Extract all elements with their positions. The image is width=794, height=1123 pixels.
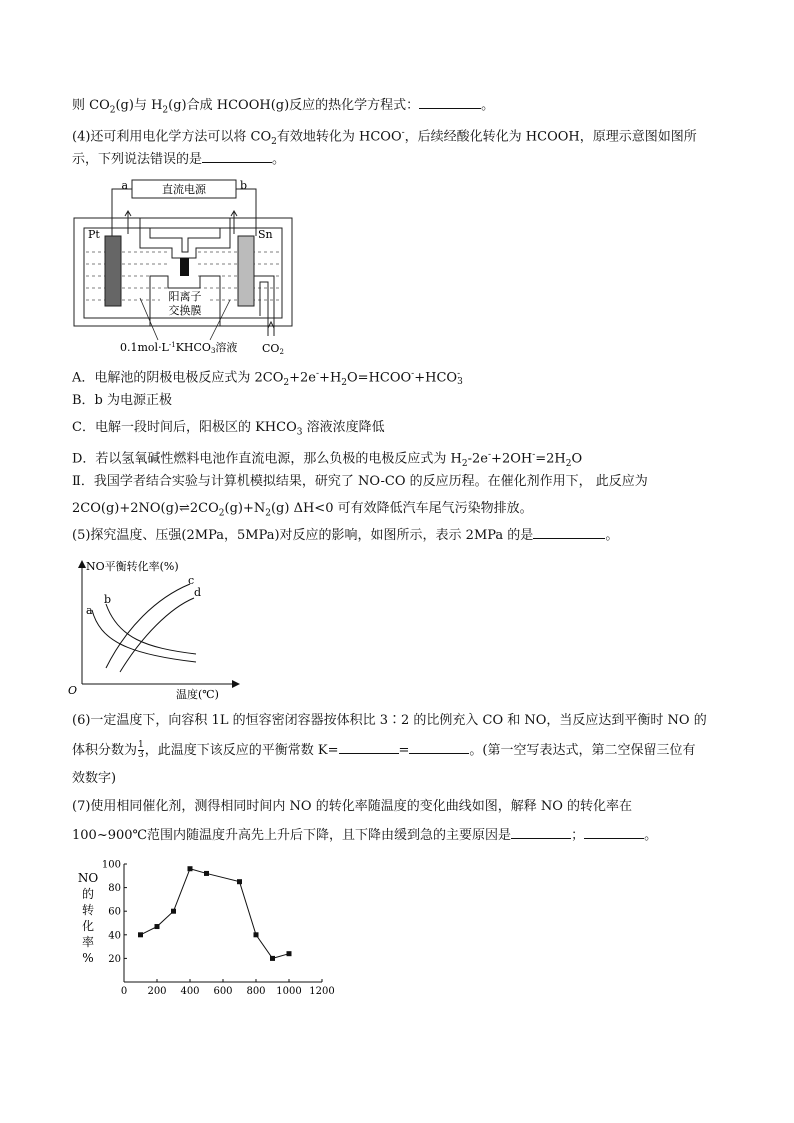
fraction — [138, 741, 144, 760]
option-c: C．电解一段时间后，阳极区的 $KHCO_3$ 溶液浓度降低 — [72, 420, 385, 438]
answer-blank[interactable] — [202, 162, 272, 163]
text: D．若以氢氧碱性燃料电池作直流电源，那么负极的电极反应式为 H — [72, 451, 462, 467]
option-a: A．电解池的阴极电极反应式为 $2CO_2+2e^-+H_2O=HCOO^-+HCO$ - 3 — [72, 368, 463, 388]
question-7-line-1 — [72, 798, 632, 816]
chart2-axes — [124, 864, 322, 982]
data-point — [138, 932, 143, 937]
chart2-ticks — [102, 860, 335, 998]
text: 2CO(g)+2NO(g)⇌2CO — [72, 501, 219, 516]
text: 。(第一空写表达式，第二空保留三位有 — [469, 743, 696, 758]
terminal-a: a — [121, 179, 128, 192]
data-point — [237, 879, 242, 884]
text: 体积分数为 — [72, 743, 138, 758]
y-label-char: 转 — [81, 903, 95, 917]
text: -2e — [467, 451, 488, 467]
text: A．电解池的阴极电极反应式为 2CO — [72, 370, 284, 386]
x-tick-label: 400 — [180, 986, 200, 997]
text: (7)使用相同催化剂，测得相同时间内 NO 的转化率随温度的变化曲线如图，解释 NO 的转化率在 — [72, 799, 633, 814]
text: (5)探究温度、压强(2MPa，5MPa)对反应的影响，如图所示，表示 2MPa 的是 — [72, 528, 534, 543]
sn-label: Sn — [258, 228, 273, 241]
y-tick-label: 60 — [108, 906, 121, 918]
y-label-char: % — [82, 951, 94, 965]
text: C．电解一段时间后，阳极区的 KHCO — [72, 420, 297, 435]
power-label: 直流电源 — [162, 183, 206, 196]
text: (g) ΔH<0 可有效降低汽车尾气污染物排放。 — [270, 501, 533, 516]
answer-blank[interactable] — [584, 838, 644, 839]
answer-blank[interactable] — [511, 838, 571, 839]
x-tick-label: 1200 — [309, 986, 335, 997]
text: ，后续经酸化转化为 HCOOH，原理示意图如图所 — [404, 129, 697, 145]
text-line-3 — [72, 151, 285, 169]
question-6-line-3 — [72, 770, 116, 788]
text: 示，下列说法错误的是 — [72, 152, 203, 167]
text: 溶液浓度降低 — [302, 420, 385, 435]
text: +H — [319, 370, 342, 386]
data-point — [270, 956, 275, 961]
text: 。 — [605, 528, 619, 543]
electrolysis-cell-diagram — [70, 176, 300, 358]
curve-label-a: a — [86, 604, 93, 617]
x-tick-label: 1000 — [276, 986, 302, 997]
chart2-series — [138, 866, 292, 961]
x-tick-label: 800 — [246, 986, 266, 997]
answer-blank[interactable] — [339, 753, 399, 754]
text: 。 — [481, 98, 495, 113]
x-tick-label: 600 — [213, 986, 233, 997]
curve-b — [106, 604, 196, 654]
option-d: D．若以氢氧碱性燃料电池作直流电源，那么负极的电极反应式为 $H_2-2e^-+2OH^-=2H_2O$ — [72, 450, 583, 469]
question-7-line-2 — [72, 827, 657, 845]
text-line-2: (4)还可利用电化学方法可以将 $CO_2$有效地转化为 HCOO-，后续经酸化转化为 HCOOH，原理示意图如图所 — [72, 128, 697, 147]
curve-label-c: c — [188, 574, 195, 587]
fraction-denominator: 3 — [138, 750, 144, 760]
pt-label: Pt — [88, 228, 100, 241]
text: (g)+N — [224, 501, 266, 516]
y-label-char: 的 — [81, 887, 95, 901]
text: 有效地转化为 HCOO — [276, 129, 402, 145]
text: Ⅱ．我国学者结合实验与计算机模拟结果，研究了 NO-CO 的反应历程。在催化剂作用下， 此反应为 — [72, 474, 648, 489]
data-point — [254, 932, 259, 937]
curve-a — [92, 610, 196, 662]
text: 则 CO — [72, 98, 110, 113]
data-point — [188, 866, 193, 871]
curve-label-b: b — [104, 593, 112, 606]
x-tick-label: 0 — [120, 986, 128, 997]
curve-label-d: d — [194, 586, 202, 599]
data-point — [155, 924, 160, 929]
answer-blank[interactable] — [533, 538, 605, 539]
data-point — [204, 871, 209, 876]
option-b — [72, 392, 172, 410]
co2-label: CO2 — [262, 342, 284, 356]
conversion-temperature-chart — [72, 856, 342, 1002]
text-line-1: 则 $CO_2(g)$与 $H_2(g)$合成 HCOOH(g)反应的热化学方程式： 。 — [72, 98, 495, 116]
chart1-ylabel: NO平衡转化率(%) — [86, 560, 179, 573]
chart1-origin: O — [68, 684, 78, 697]
text: = — [398, 743, 410, 758]
text: 效数字) — [72, 771, 117, 786]
membrane-label-2: 交换膜 — [168, 304, 202, 317]
text: B．b 为电源正极 — [72, 393, 173, 408]
text: 100~900℃范围内随温度升高先上升后下降，且下降由缓到急的主要原因是 — [72, 828, 512, 843]
membrane-label-1: 阳离子 — [168, 290, 202, 303]
text: (g)合成 HCOOH(g)反应的热化学方程式： — [168, 98, 420, 113]
text: 。 — [644, 828, 658, 843]
reaction-equation: $2CO(g)+2NO(g)\rightleftharpoons 2CO_2(g)+N_2(g)$ ΔH<0 可有效降低汽车尾气污染物排放。 — [72, 501, 533, 519]
x-tick-label: 200 — [147, 986, 167, 997]
text: ； — [571, 828, 585, 843]
sn-electrode — [238, 236, 254, 306]
solution-label: $0.1mol\cdot L^{-1}KHCO3$溶液 — [120, 341, 238, 355]
fraction-numerator: 1 — [138, 740, 144, 750]
series-line — [141, 869, 290, 959]
text: (4)还可利用电化学方法可以将 CO — [72, 129, 272, 145]
data-point — [171, 909, 176, 914]
answer-blank[interactable] — [419, 108, 481, 109]
chart1-xlabel: 温度(℃) — [176, 688, 219, 700]
y-label-char: NO — [77, 871, 99, 885]
y-label-char: 率 — [81, 935, 95, 949]
answer-blank[interactable] — [409, 753, 469, 754]
chart2-ylabel — [78, 871, 99, 965]
question-6-line-2 — [72, 741, 695, 760]
text: +HCO — [414, 370, 458, 386]
section-2 — [72, 473, 648, 491]
y-label-char: 化 — [81, 919, 95, 933]
text: (6)一定温度下，向容积 1L 的恒容密闭容器按体积比 3∶2 的比例充入 CO 和 NO，当反应达到平衡时 NO 的 — [72, 713, 707, 728]
text: (g)与 H — [115, 98, 163, 113]
data-point — [287, 951, 292, 956]
text: +2e — [289, 370, 316, 386]
equilibrium-conversion-chart — [66, 558, 246, 700]
y-tick-label: 40 — [108, 930, 121, 942]
text: 。 — [272, 152, 286, 167]
terminal-b: b — [240, 179, 248, 192]
text: +2OH — [491, 451, 533, 467]
text: O — [571, 451, 583, 467]
y-tick-label: 100 — [101, 859, 121, 871]
curve-d — [120, 598, 194, 672]
cation-exchange-membrane — [180, 258, 189, 276]
question-6-line-1 — [72, 712, 707, 730]
pt-electrode — [105, 236, 121, 306]
question-5 — [72, 527, 618, 545]
y-tick-label: 80 — [108, 883, 121, 895]
y-tick-label: 20 — [108, 953, 121, 965]
text: =2H — [535, 451, 566, 467]
text: O=HCOO — [347, 370, 412, 386]
text: ，此温度下该反应的平衡常数 K= — [144, 743, 339, 758]
